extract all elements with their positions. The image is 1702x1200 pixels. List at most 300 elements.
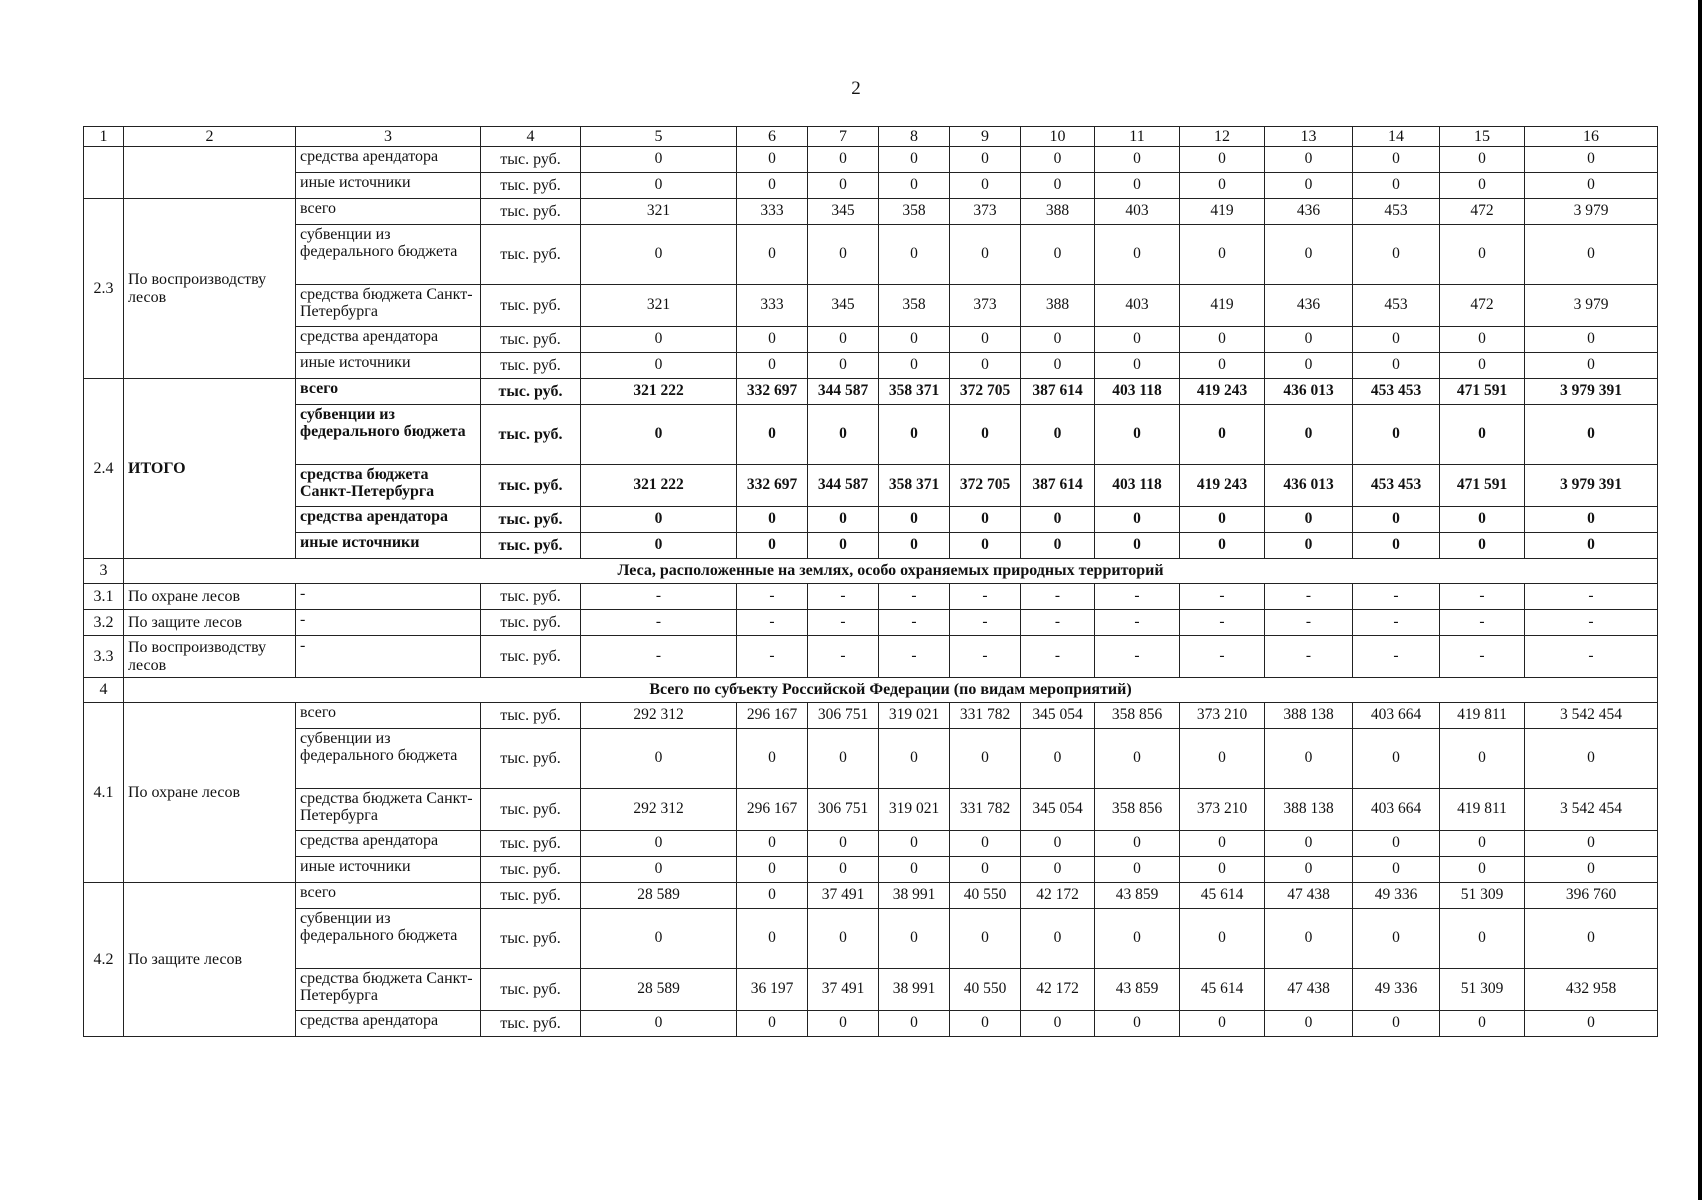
column-header: 6 [737,127,808,147]
value-cell: - [737,610,808,636]
value-cell: 0 [1180,831,1265,857]
value-cell: 296 167 [737,703,808,729]
value-cell: 47 438 [1265,883,1353,909]
value-cell: - [1353,610,1440,636]
value-cell: 0 [737,729,808,789]
source-cell: средства арендатора [296,507,481,533]
value-cell: 0 [1095,909,1180,969]
table-row [84,729,1658,789]
value-cell: 0 [1180,405,1265,465]
value-cell: 0 [737,353,808,379]
value-cell: - [1440,610,1525,636]
unit-cell: тыс. руб. [481,285,581,327]
value-cell: 0 [1021,909,1095,969]
value-cell: 344 587 [808,379,879,405]
value-cell: 28 589 [581,969,737,1011]
value-cell: 0 [581,327,737,353]
value-cell: 345 [808,285,879,327]
table-row [84,465,1658,507]
value-cell: 0 [1525,173,1658,199]
value-cell: 42 172 [1021,969,1095,1011]
value-cell: 0 [879,147,950,173]
value-cell: - [1265,610,1353,636]
table-row [84,405,1658,465]
table-row [84,857,1658,883]
value-cell: 471 591 [1440,379,1525,405]
table-row [84,969,1658,1011]
value-cell: 0 [1525,1011,1658,1037]
source-cell: всего [296,883,481,909]
value-cell: 0 [879,225,950,285]
value-cell: - [581,584,737,610]
value-cell: 0 [1095,533,1180,559]
value-cell: - [737,636,808,678]
value-cell: 0 [1095,729,1180,789]
value-cell: 0 [1180,1011,1265,1037]
value-cell: 373 210 [1180,703,1265,729]
value-cell: 0 [879,729,950,789]
value-cell: 373 [950,199,1021,225]
value-cell: 0 [1525,225,1658,285]
value-cell: 0 [1265,857,1353,883]
value-cell: - [1180,610,1265,636]
value-cell: 388 [1021,285,1095,327]
value-cell: 0 [1353,353,1440,379]
value-cell: - [1265,584,1353,610]
value-cell: 403 [1095,285,1180,327]
name-cell: ИТОГО [124,379,296,559]
header-row [84,127,1658,147]
value-cell: 51 309 [1440,969,1525,1011]
value-cell: 3 542 454 [1525,703,1658,729]
value-cell: 0 [808,857,879,883]
value-cell: 0 [1525,729,1658,789]
value-cell: 0 [581,353,737,379]
value-cell: 0 [1525,831,1658,857]
value-cell: 0 [1021,507,1095,533]
value-cell: 0 [950,327,1021,353]
source-cell: иные источники [296,857,481,883]
value-cell: 0 [1440,405,1525,465]
page-number: 2 [851,78,861,99]
value-cell: - [879,584,950,610]
index-cell: 2.3 [84,199,124,379]
value-cell: 0 [1353,533,1440,559]
column-header: 16 [1525,127,1658,147]
value-cell: - [879,636,950,678]
table-row [84,327,1658,353]
value-cell: 0 [1180,173,1265,199]
value-cell: 38 991 [879,969,950,1011]
value-cell: 0 [808,327,879,353]
value-cell: 0 [1353,909,1440,969]
value-cell: - [1440,636,1525,678]
value-cell: 419 [1180,285,1265,327]
value-cell: 0 [581,507,737,533]
value-cell: 0 [1353,507,1440,533]
value-cell: 36 197 [737,969,808,1011]
value-cell: 0 [879,507,950,533]
value-cell: 358 856 [1095,789,1180,831]
table-row [84,883,1658,909]
value-cell: 321 [581,285,737,327]
value-cell: 38 991 [879,883,950,909]
value-cell: 0 [1180,909,1265,969]
value-cell: 0 [1353,225,1440,285]
value-cell: 0 [1180,225,1265,285]
value-cell: - [1525,610,1658,636]
section-index: 4 [84,678,124,703]
value-cell: 0 [1180,533,1265,559]
value-cell: 0 [1021,857,1095,883]
value-cell: 0 [879,1011,950,1037]
unit-cell: тыс. руб. [481,857,581,883]
value-cell: - [1353,636,1440,678]
value-cell: 0 [1440,729,1525,789]
value-cell: 0 [1265,729,1353,789]
value-cell: 0 [1440,327,1525,353]
value-cell: 0 [1265,1011,1353,1037]
index-cell: 3.1 [84,584,124,610]
value-cell: 472 [1440,285,1525,327]
value-cell: 0 [1265,147,1353,173]
value-cell: 47 438 [1265,969,1353,1011]
value-cell: 0 [1525,327,1658,353]
value-cell: 296 167 [737,789,808,831]
value-cell: 453 453 [1353,379,1440,405]
table-row [84,225,1658,285]
value-cell: - [808,610,879,636]
section-row [84,559,1658,584]
value-cell: 0 [950,909,1021,969]
value-cell: 49 336 [1353,883,1440,909]
value-cell: 403 118 [1095,465,1180,507]
value-cell: 0 [808,1011,879,1037]
value-cell: 0 [808,507,879,533]
source-cell: всего [296,379,481,405]
value-cell: 0 [950,225,1021,285]
value-cell: 0 [1440,909,1525,969]
value-cell: 0 [1440,225,1525,285]
value-cell: 387 614 [1021,379,1095,405]
value-cell: 436 [1265,285,1353,327]
source-cell: иные источники [296,353,481,379]
source-cell: всего [296,199,481,225]
unit-cell: тыс. руб. [481,465,581,507]
table-row [84,636,1658,678]
value-cell: 0 [737,225,808,285]
value-cell: 0 [1021,405,1095,465]
table-row [84,789,1658,831]
value-cell: - [581,636,737,678]
value-cell: 0 [1021,173,1095,199]
table-row [84,703,1658,729]
scan-edge [1698,0,1702,1200]
unit-cell: тыс. руб. [481,729,581,789]
value-cell: 0 [1180,147,1265,173]
table-row [84,379,1658,405]
value-cell: 0 [879,909,950,969]
index-cell: 4.1 [84,703,124,883]
value-cell: 0 [581,533,737,559]
value-cell: 388 138 [1265,703,1353,729]
value-cell: 387 614 [1021,465,1095,507]
value-cell: 40 550 [950,883,1021,909]
value-cell: 0 [1095,147,1180,173]
value-cell: - [1180,584,1265,610]
value-cell: 0 [879,831,950,857]
value-cell: 0 [581,857,737,883]
source-cell: средства бюджета Санкт-Петербурга [296,465,481,507]
column-header: 3 [296,127,481,147]
name-cell: По защите лесов [124,610,296,636]
value-cell: 319 021 [879,703,950,729]
table-row [84,353,1658,379]
table-row [84,173,1658,199]
unit-cell: тыс. руб. [481,1011,581,1037]
value-cell: 0 [737,831,808,857]
value-cell: 0 [1180,327,1265,353]
value-cell: 373 [950,285,1021,327]
value-cell: 419 811 [1440,789,1525,831]
source-cell: субвенции из федерального бюджета [296,729,481,789]
name-cell: По охране лесов [124,584,296,610]
unit-cell: тыс. руб. [481,379,581,405]
table-row [84,831,1658,857]
value-cell: 0 [1440,173,1525,199]
column-header: 9 [950,127,1021,147]
value-cell: 331 782 [950,789,1021,831]
unit-cell: тыс. руб. [481,636,581,678]
source-cell: субвенции из федерального бюджета [296,225,481,285]
value-cell: 45 614 [1180,969,1265,1011]
column-header: 12 [1180,127,1265,147]
value-cell: 0 [1021,327,1095,353]
value-cell: 0 [737,533,808,559]
value-cell: 43 859 [1095,969,1180,1011]
column-header: 5 [581,127,737,147]
value-cell: 0 [1265,173,1353,199]
table-row [84,507,1658,533]
source-cell: средства бюджета Санкт-Петербурга [296,969,481,1011]
value-cell: 0 [581,405,737,465]
value-cell: 0 [1021,225,1095,285]
value-cell: 0 [879,857,950,883]
value-cell: 0 [1265,909,1353,969]
value-cell: 0 [737,173,808,199]
value-cell: - [737,584,808,610]
column-header: 4 [481,127,581,147]
table-body [84,127,1658,1037]
value-cell: 0 [1265,405,1353,465]
value-cell: 436 013 [1265,379,1353,405]
value-cell: 0 [879,353,950,379]
column-header: 7 [808,127,879,147]
value-cell: 333 [737,199,808,225]
value-cell: 306 751 [808,789,879,831]
value-cell: 42 172 [1021,883,1095,909]
value-cell: 0 [808,147,879,173]
table-row [84,584,1658,610]
value-cell: - [879,610,950,636]
value-cell: 321 222 [581,379,737,405]
value-cell: 0 [1353,405,1440,465]
value-cell: 332 697 [737,465,808,507]
index-cell: 3.3 [84,636,124,678]
table-row [84,1011,1658,1037]
value-cell: 49 336 [1353,969,1440,1011]
index-cell [84,147,124,199]
value-cell: 345 [808,199,879,225]
section-index: 3 [84,559,124,584]
source-cell: средства бюджета Санкт-Петербурга [296,789,481,831]
value-cell: 0 [1525,405,1658,465]
value-cell: 0 [1021,533,1095,559]
value-cell: 45 614 [1180,883,1265,909]
unit-cell: тыс. руб. [481,789,581,831]
value-cell: 0 [1095,353,1180,379]
source-cell: всего [296,703,481,729]
value-cell: - [950,610,1021,636]
column-header: 10 [1021,127,1095,147]
source-cell: средства арендатора [296,147,481,173]
value-cell: 0 [1440,147,1525,173]
value-cell: 0 [581,173,737,199]
value-cell: 0 [808,729,879,789]
value-cell: 372 705 [950,465,1021,507]
value-cell: 0 [1095,507,1180,533]
value-cell: 0 [1440,353,1525,379]
value-cell: 0 [1095,831,1180,857]
value-cell: 358 856 [1095,703,1180,729]
unit-cell: тыс. руб. [481,831,581,857]
column-header: 14 [1353,127,1440,147]
value-cell: 0 [950,353,1021,379]
value-cell: 0 [1021,1011,1095,1037]
column-header: 11 [1095,127,1180,147]
value-cell: 388 [1021,199,1095,225]
value-cell: - [1525,636,1658,678]
value-cell: 0 [950,147,1021,173]
value-cell: 345 054 [1021,789,1095,831]
value-cell: 0 [879,405,950,465]
value-cell: 0 [1265,533,1353,559]
name-cell: По воспроизводству лесов [124,199,296,379]
value-cell: 319 021 [879,789,950,831]
value-cell: 3 542 454 [1525,789,1658,831]
value-cell: 419 243 [1180,465,1265,507]
value-cell: - [950,636,1021,678]
value-cell: 0 [1525,909,1658,969]
value-cell: 453 [1353,199,1440,225]
value-cell: 0 [1353,147,1440,173]
value-cell: 3 979 391 [1525,465,1658,507]
value-cell: 0 [737,1011,808,1037]
name-cell: По охране лесов [124,703,296,883]
value-cell: 0 [737,857,808,883]
unit-cell: тыс. руб. [481,969,581,1011]
value-cell: - [1353,584,1440,610]
value-cell: 0 [1265,507,1353,533]
value-cell: 396 760 [1525,883,1658,909]
value-cell: 0 [1265,327,1353,353]
value-cell: 0 [1265,225,1353,285]
value-cell: 0 [808,405,879,465]
section-row [84,678,1658,703]
value-cell: 40 550 [950,969,1021,1011]
value-cell: 0 [581,909,737,969]
value-cell: 0 [1525,507,1658,533]
value-cell: 358 [879,199,950,225]
value-cell: 0 [1353,857,1440,883]
value-cell: - [1095,584,1180,610]
value-cell: 453 [1353,285,1440,327]
value-cell: - [1021,636,1095,678]
name-cell [124,147,296,199]
value-cell: - [581,610,737,636]
value-cell: 28 589 [581,883,737,909]
value-cell: 37 491 [808,969,879,1011]
value-cell: 419 [1180,199,1265,225]
unit-cell: тыс. руб. [481,225,581,285]
value-cell: 0 [950,729,1021,789]
value-cell: 0 [1265,831,1353,857]
source-cell: средства бюджета Санкт-Петербурга [296,285,481,327]
value-cell: 0 [808,533,879,559]
value-cell: - [808,584,879,610]
value-cell: 0 [581,729,737,789]
value-cell: - [1021,584,1095,610]
source-cell: иные источники [296,173,481,199]
section-title: Всего по субъекту Российской Федерации (по видам мероприятий) [124,678,1658,703]
value-cell: 403 118 [1095,379,1180,405]
value-cell: 292 312 [581,789,737,831]
column-header: 13 [1265,127,1353,147]
value-cell: 0 [808,909,879,969]
value-cell: - [1021,610,1095,636]
value-cell: 0 [1021,353,1095,379]
value-cell: 373 210 [1180,789,1265,831]
value-cell: 332 697 [737,379,808,405]
unit-cell: тыс. руб. [481,199,581,225]
table-row [84,533,1658,559]
value-cell: - [808,636,879,678]
value-cell: 0 [950,533,1021,559]
value-cell: 0 [1265,353,1353,379]
unit-cell: тыс. руб. [481,584,581,610]
value-cell: 0 [737,405,808,465]
value-cell: 333 [737,285,808,327]
value-cell: 3 979 391 [1525,379,1658,405]
value-cell: - [1180,636,1265,678]
value-cell: 0 [950,173,1021,199]
value-cell: 0 [1095,173,1180,199]
unit-cell: тыс. руб. [481,610,581,636]
value-cell: 344 587 [808,465,879,507]
value-cell: 0 [737,507,808,533]
value-cell: 0 [1095,857,1180,883]
table-row [84,285,1658,327]
value-cell: 0 [1525,857,1658,883]
source-cell: субвенции из федерального бюджета [296,405,481,465]
source-cell: - [296,610,481,636]
value-cell: - [1265,636,1353,678]
value-cell: 0 [1021,147,1095,173]
section-title: Леса, расположенные на землях, особо охраняемых природных территорий [124,559,1658,584]
value-cell: 43 859 [1095,883,1180,909]
value-cell: 0 [1180,507,1265,533]
index-cell: 4.2 [84,883,124,1037]
